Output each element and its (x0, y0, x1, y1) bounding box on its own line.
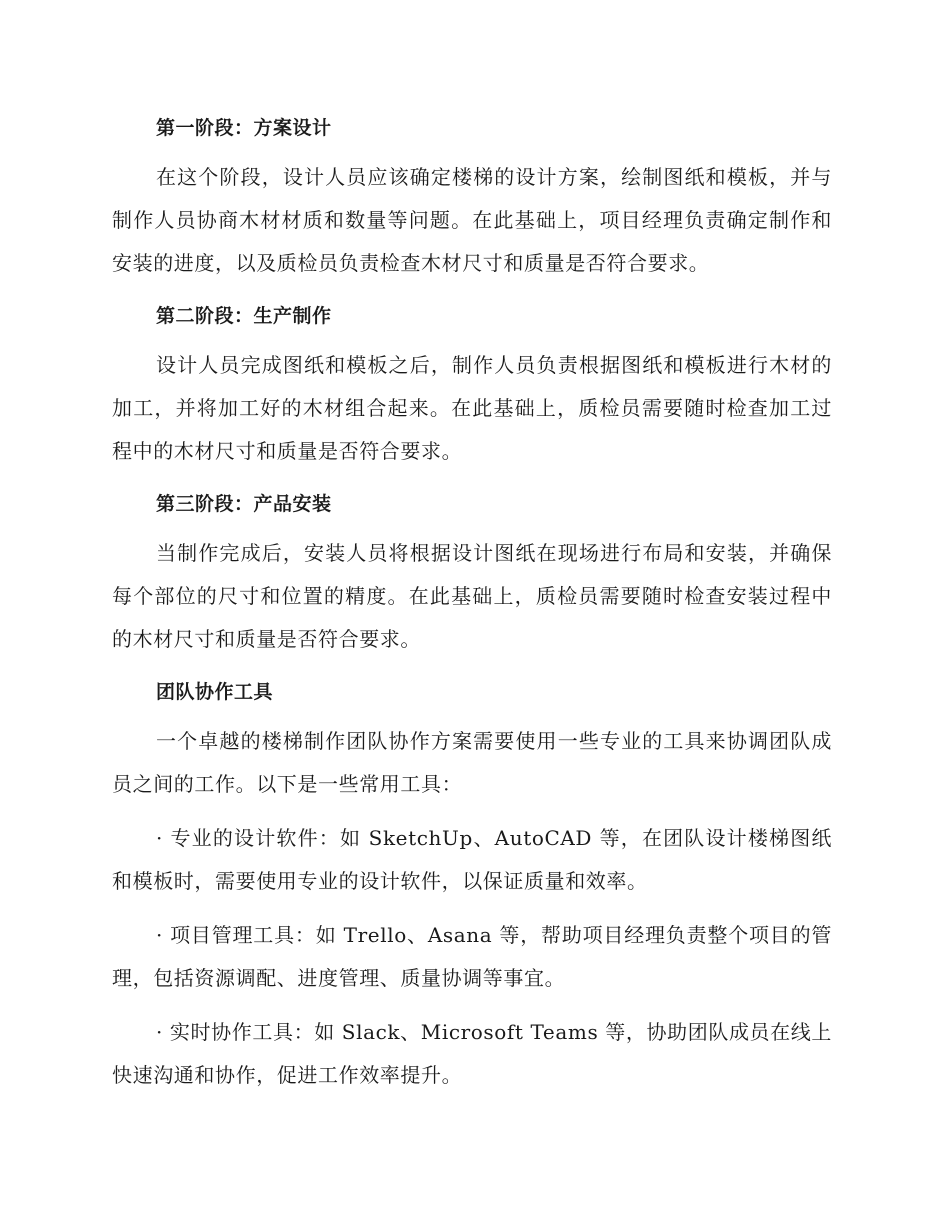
section-heading-phase-2: 第二阶段：生产制作 (156, 305, 332, 327)
section-paragraph-phase-3: 当制作完成后，安装人员将根据设计图纸在现场进行布局和安装，并确保每个部位的尺寸和位置的精度。在此基础上，质检员需要随时检查安装过程中的木材尺寸和质量是否符合要求。 (112, 541, 832, 651)
section-paragraph-tools: 一个卓越的楼梯制作团队协作方案需要使用一些专业的工具来协调团队成员之间的工作。以下是一些常用工具： (112, 729, 832, 796)
section-heading-phase-3: 第三阶段：产品安装 (156, 493, 332, 515)
section-heading-phase-1: 第一阶段：方案设计 (156, 117, 332, 139)
section-heading-tools: 团队协作工具 (156, 681, 274, 703)
section-paragraph-phase-2: 设计人员完成图纸和模板之后，制作人员负责根据图纸和模板进行木材的加工，并将加工好的木材组合起来。在此基础上，质检员需要随时检查加工过程中的木材尺寸和质量是否符合要求。 (112, 353, 832, 463)
tool-item-project-management: · 项目管理工具：如 Trello、Asana 等，帮助项目经理负责整个项目的管理，包括资源调配、进度管理、质量协调等事宜。 (112, 923, 832, 990)
tool-item-realtime-collaboration: · 实时协作工具：如 Slack、Microsoft Teams 等，协助团队成员在线上快速沟通和协作，促进工作效率提升。 (112, 1020, 832, 1087)
section-paragraph-phase-1: 在这个阶段，设计人员应该确定楼梯的设计方案，绘制图纸和模板，并与制作人员协商木材材质和数量等问题。在此基础上，项目经理负责确定制作和安装的进度，以及质检员负责检查木材尺寸和质量是否符合要求。 (112, 165, 832, 275)
tool-item-design-software: · 专业的设计软件：如 SketchUp、AutoCAD 等，在团队设计楼梯图纸和模板时，需要使用专业的设计软件，以保证质量和效率。 (112, 826, 832, 893)
document-body (112, 108, 832, 1108)
